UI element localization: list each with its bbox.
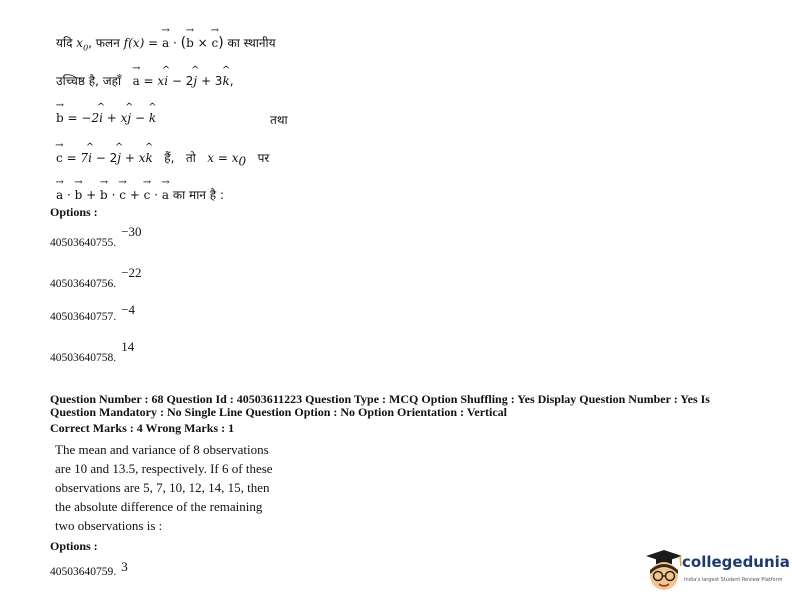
option-row[interactable] <box>50 299 136 323</box>
q67-l4-to: तो <box>185 151 196 165</box>
q68-text-line: are 10 and 13.5, respectively. If 6 of these <box>55 461 273 476</box>
q67-l2-tail: , <box>229 74 234 88</box>
option-id: 40503640755. <box>50 237 117 249</box>
q67-l1-vec-a: → a <box>162 36 169 50</box>
q67-l5-vec-a1: → a <box>56 188 63 202</box>
logo-tagline: India's largest Student Review Platform <box>684 577 783 583</box>
q67-l1-vec-b: → b <box>186 36 194 50</box>
q68-text-line: observations are 5, 7, 10, 12, 14, 15, then <box>55 480 270 495</box>
q67-l3-eq: = −2 <box>67 111 100 125</box>
q68-meta-line-2: Question Mandatory : No Single Line Question Option : No Option Orientation : Vertical <box>50 405 508 419</box>
q67-l2-k: ^ k <box>222 74 229 88</box>
q67-l1-post: का स्थानीय <box>227 36 276 50</box>
q68-meta-line-1: Question Number : 68 Question Id : 40503611223 Question Type : MCQ Option Shuffling : Yes Display Question Number : Yes Is <box>50 392 710 406</box>
q67-l4-vec-c: → c <box>56 151 63 165</box>
q67-l5-vec-c2: → c <box>144 188 151 202</box>
q67-l5-plus1: + <box>86 188 97 202</box>
q68-options-label: Options : <box>50 539 98 553</box>
q67-l3-mk: − <box>134 111 146 125</box>
option-id: 40503640758. <box>50 352 117 364</box>
q67-line-4 <box>56 149 269 168</box>
q67-l3-i: ^ i <box>99 111 103 125</box>
q67-l2-vec-a: → a <box>133 74 140 88</box>
q67-l4-hai: हैं, <box>164 151 175 165</box>
q67-line-1: यदि $x_0$, फलन f(x) = → a · (→ b × → c) का स्थानीय <box>56 34 276 52</box>
q67-l4-i: ^ i <box>88 151 92 165</box>
option-value: 3 <box>121 559 128 574</box>
q67-l5-vec-b2: → b <box>100 188 108 202</box>
option-id: 40503640756. <box>50 278 117 290</box>
q67-l4-m2j: − 2 <box>95 151 118 165</box>
q67-l4-eq: = 7 <box>66 151 89 165</box>
option-id: 40503640759. <box>50 566 117 578</box>
q67-l1-x: x <box>76 36 84 50</box>
option-row[interactable] <box>50 262 142 290</box>
q67-l3-px: + x <box>106 111 128 125</box>
q68-marks: Correct Marks : 4 Wrong Marks : 1 <box>50 421 235 435</box>
q67-line-3 <box>56 111 296 125</box>
q67-l1-dot: · <box>172 36 177 50</box>
option-row[interactable] <box>50 336 135 364</box>
q67-l4-j: ^ j <box>117 151 121 165</box>
q67-l5-vec-b1: → b <box>75 188 83 202</box>
q67-l2-i: ^ i <box>164 74 168 88</box>
q67-l2-p3k: + 3 <box>200 74 223 88</box>
q67-l4-xeq: x = x <box>207 151 239 165</box>
q67-l1-fx: f(x) = <box>123 36 159 50</box>
q67-l5-dot3: · <box>154 188 159 202</box>
q67-line-2 <box>56 72 234 89</box>
option-value: 14 <box>121 339 135 354</box>
q67-l5-dot2: · <box>111 188 116 202</box>
q67-l1-mid: , फलन <box>88 36 120 50</box>
q67-l2-j: ^ j <box>193 74 197 88</box>
q67-l3-k: ^ k <box>149 111 156 125</box>
q67-options-label: Options : <box>50 205 98 219</box>
q67-l4-xsub: 0 <box>238 154 247 169</box>
q67-l3-tatha: तथा <box>270 113 288 127</box>
q67-l2-eq: = x <box>143 74 165 88</box>
logo-wordmark: collegedunia <box>682 553 790 571</box>
q67-l4-k: ^ k <box>145 151 152 165</box>
q68-text-line: The mean and variance of 8 observations <box>55 442 269 457</box>
q67-l3-j: ^ j <box>127 111 131 125</box>
q67-l2-text: उच्चिष्ठ है, जहाँ <box>56 74 122 88</box>
option-id: 40503640757. <box>50 311 117 323</box>
q67-l1-cross: × <box>197 36 208 50</box>
q67-l1-pre: यदि <box>56 36 73 50</box>
q67-l5-vec-c1: → c <box>119 188 126 202</box>
q67-l1-vec-c: → c <box>211 36 218 50</box>
option-value: −22 <box>121 265 142 280</box>
q67-l4-pxk: + x <box>124 151 146 165</box>
q67-line-5 <box>56 186 224 203</box>
q67-l5-plus2: + <box>129 188 140 202</box>
option-value: −4 <box>121 302 136 317</box>
q67-l4-par: पर <box>257 151 270 165</box>
q67-l5-dot1: · <box>66 188 71 202</box>
q67-l2-m2j: − 2 <box>171 74 194 88</box>
q68-text-line: two observations is : <box>55 518 163 533</box>
option-row[interactable] <box>50 556 128 578</box>
q67-l5-vec-a2: → a <box>162 188 169 202</box>
q68-text-line: the absolute difference of the remaining <box>55 499 263 514</box>
option-value: −30 <box>121 224 142 239</box>
q67-l3-vec-b: → b <box>56 111 64 125</box>
q67-l1-xsub: 0 <box>83 43 89 53</box>
q67-l5-tail: का मान है : <box>172 188 225 202</box>
option-row[interactable] <box>50 221 142 249</box>
